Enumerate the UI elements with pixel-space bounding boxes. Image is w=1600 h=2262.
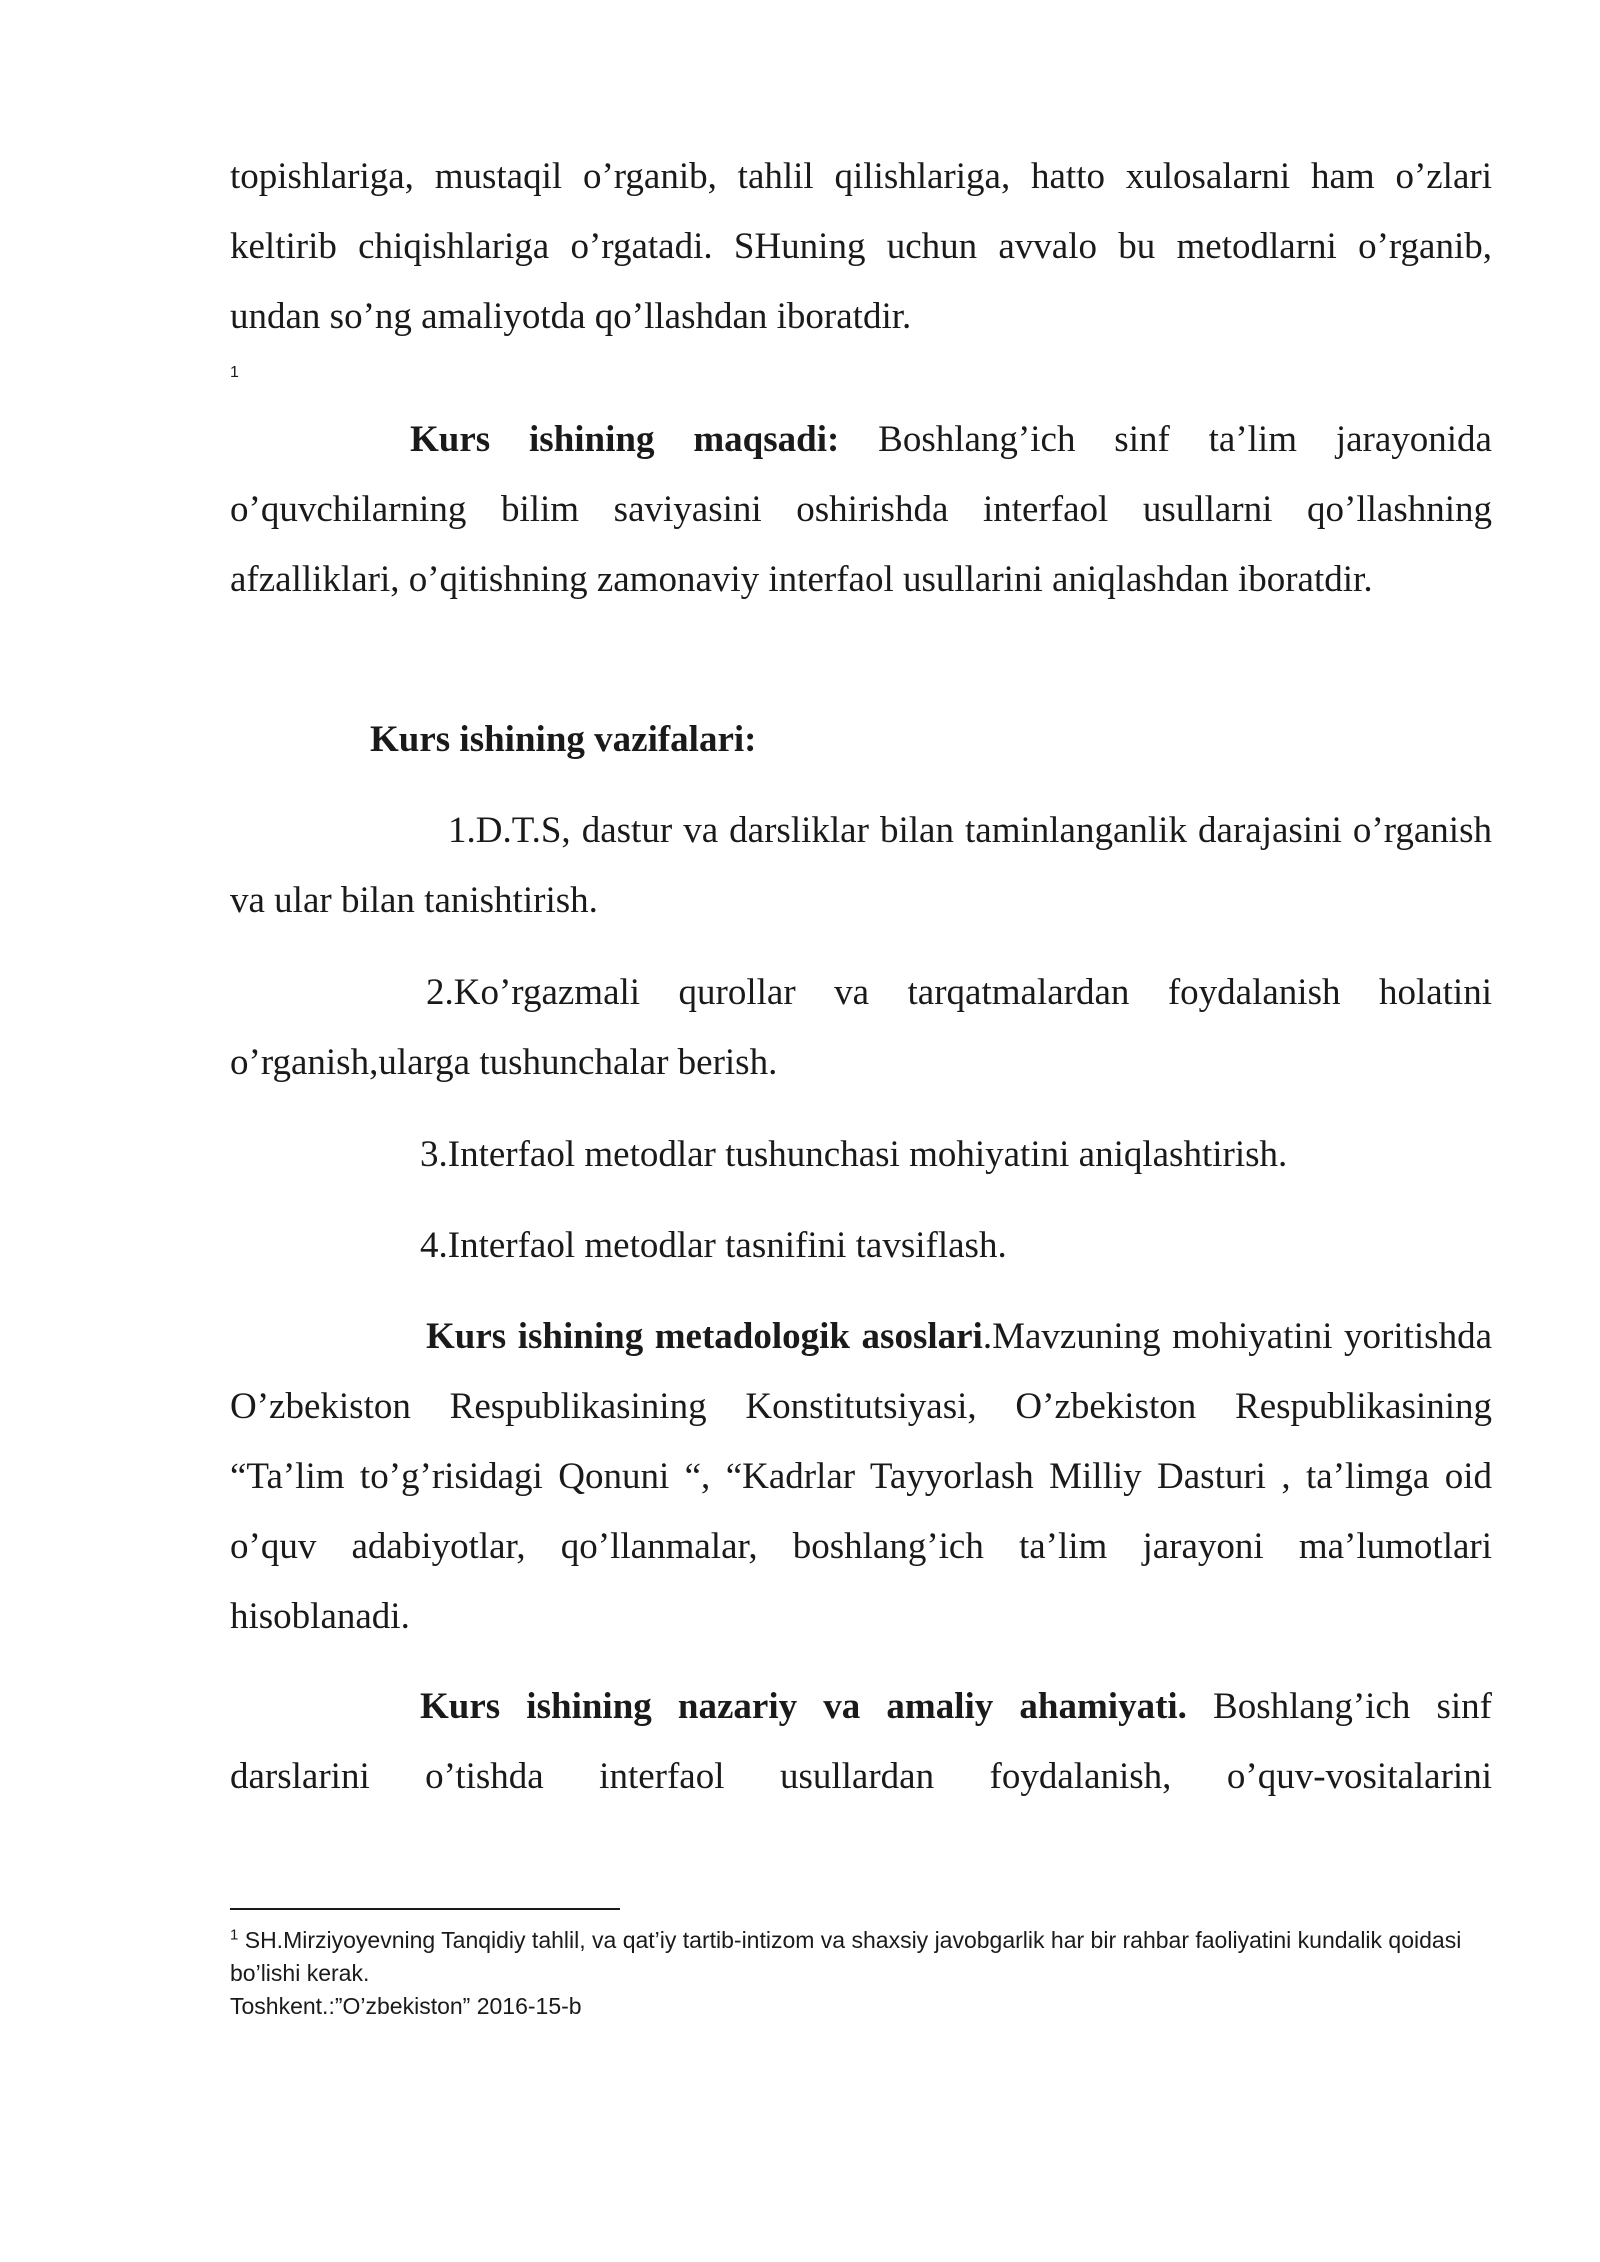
methodology-paragraph [230, 1302, 1492, 1652]
goal-heading: Kurs ishining maqsadi: [410, 419, 840, 460]
footnote-separator [230, 1908, 620, 1910]
task-1: 1.D.T.S, dastur va darsliklar bilan taminlanganlik darajasini o’rganish va ular bilan tanishtirish. [230, 810, 1492, 921]
significance-text: Boshlang’ich sinf darslarini o’tishda interfaol usullardan foydalanish, o’quv-vositalarini [230, 1686, 1492, 1797]
significance-paragraph [230, 1672, 1492, 1812]
goal-paragraph-text [230, 405, 1492, 615]
intro-text: topishlariga, mustaqil o’rganib, tahlil qilishlariga, hatto xulosalarni ham o’zlari keltirib chiqishlariga o’rgatadi. SHuning uchun avvalo bu metodlarni o’rganib, undan so’ng amaliyotda qo’llashdan iboratdir. [230, 156, 1492, 337]
task-2: 2.Ko’rgazmali qurollar va tarqatmalardan foydalanish holatini o’rganish,ularga tushunchalar berish. [230, 972, 1492, 1083]
footnote-reference: 1 [230, 364, 239, 381]
task-3-block [230, 1120, 1492, 1190]
task-3: 3.Interfaol metodlar tushunchasi mohiyatini aniqlashtirish. [420, 1134, 1288, 1175]
footnote-line-2: Toshkent.:”O’zbekiston” 2016-15-b [230, 1993, 582, 2019]
methodology-text: .Mavzuning mohiyatini yoritishda O’zbekiston Respublikasining Konstitutsiyasi, O’zbekiston Respublikasining “Ta’lim to’g’risidagi Qonuni “, “Kadrlar Tayyorlash Milliy Dasturi , ta’limga oid o’quv adabiyotlar, qo’llanmalar, boshlang’ich ta’lim jarayoni ma’lumotlari hisoblanadi. [230, 1316, 1493, 1637]
significance-paragraph-text [230, 1672, 1492, 1812]
task-2-block [230, 958, 1492, 1098]
tasks-heading: Kurs ishining vazifalari: [370, 719, 757, 760]
footnote [230, 1924, 1492, 2023]
goal-paragraph [230, 405, 1492, 615]
footnote-number: 1 [230, 1926, 239, 1944]
methodology-paragraph-text [230, 1302, 1492, 1652]
significance-heading: Kurs ishining nazariy va amaliy ahamiyati. [420, 1686, 1187, 1727]
tasks-heading-block [230, 705, 1492, 775]
task-4-block [230, 1211, 1492, 1281]
goal-text: Boshlang’ich sinf ta’lim jarayonida o’quvchilarning bilim saviyasini oshirishda interfaol usullarni qo’llashning afzalliklari, o’qitishning zamonaviy interfaol usullarini aniqlashdan iboratdir. [230, 419, 1492, 600]
intro-paragraph [230, 142, 1492, 352]
task-1-block [230, 796, 1492, 936]
methodology-heading: Kurs ishining metadologik asoslari [426, 1316, 983, 1357]
footnote-line-1: SH.Mirziyoyevning Tanqidiy tahlil, va qat’iy tartib-intizom va shaxsiy javobgarlik har bir rahbar faoliyatini kundalik qoidasi bo’lishi kerak. [230, 1927, 1462, 1986]
footnote-text [230, 1924, 1492, 1990]
task-4: 4.Interfaol metodlar tasnifini tavsiflash. [420, 1225, 1007, 1266]
